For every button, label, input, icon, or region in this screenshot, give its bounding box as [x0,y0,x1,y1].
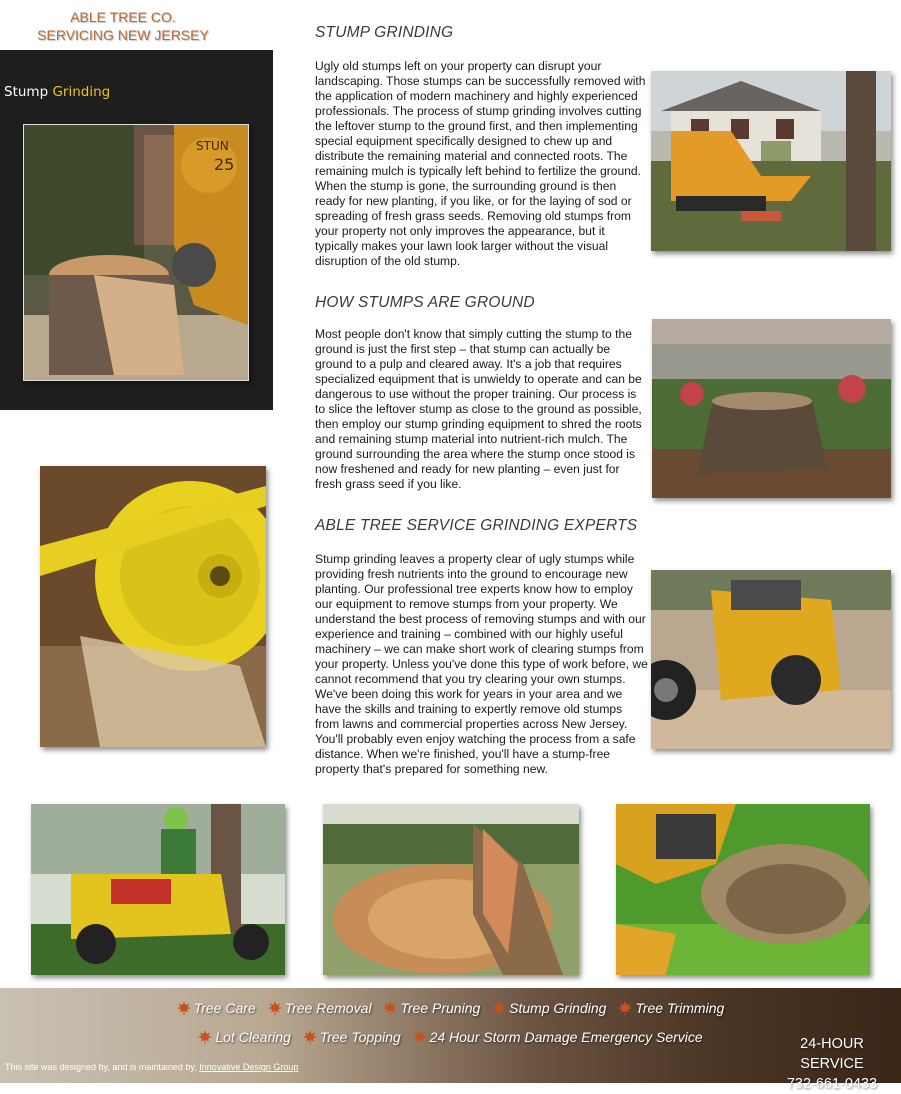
section-heading-stump-grinding: STUMP GRINDING [315,24,454,41]
footer-link-label: Stump Grinding [509,1000,607,1016]
brand-logo[interactable] [0,8,246,44]
footer-link-label: Tree Pruning [400,1000,481,1016]
maple-leaf-icon [268,1001,282,1015]
footer-link-label: Tree Topping [319,1029,401,1045]
footer-link-stump-grinding[interactable] [492,1000,606,1016]
grinder-mulch-photo [616,804,870,975]
footer-link-tree-pruning[interactable] [383,1000,480,1016]
svg-text:25: 25 [214,155,235,174]
section-text-grinding-experts: Stump grinding leaves a property clear of ugly stumps while providing fresh nutrients into the ground to encourage new planting. Our professional tree experts know how to employ our equipment to remove stumps from your property. We understand the best process of removing stumps and with our experience and training – combined with our highly useful machinery – we can make short work of clearing stumps from your property. Unless you've done this type of work before, we cannot recommend that you try clearing your own stumps. We've been doing this work for years in your area and we have the skills and training to expertly remove old stumps from lawns and commercial properties across New Jersey. You'll probably even enjoy watching the process from a safe distance. When we're finished, you'll have a stump-free property that's prepared for something new. [315,552,648,776]
footer-link-tree-care[interactable] [177,1000,256,1016]
maple-leaf-icon [383,1001,397,1015]
footer-link-label: Tree Removal [284,1000,372,1016]
footer-services-row-1 [0,1000,901,1016]
operator-grinder-photo [31,804,285,975]
old-stump-photo [652,319,891,498]
maple-leaf-icon [618,1001,632,1015]
grinder-wheel-photo [40,466,266,747]
section-text-stump-grinding: Ugly old stumps left on your property can disrupt your landscaping. Those stumps can be successfully removed with the application of modern machinery and highly experienced professionals. The process of stump grinding involves cutting the leftover stump to the ground first, and then implementing special equipment specifically designed to chew up and distribute the remaining material and connected roots. The remaining mulch is typically left behind to fertilize the ground. When the stump is gone, the surrounding ground is then ready for new planting, if you like, or for the laying of sod or spreading of fresh grass seeds. Removing old stumps from your property not only improves the appearance, but it typically makes your lawn look larger without the visual disruption of the old stump. [315,59,646,268]
skid-steer-photo [651,71,891,251]
brand-tagline: SERVICING NEW JERSEY [37,27,209,43]
footer-link-label: Tree Care [193,1000,256,1016]
sidebar-title-plain: Stump [4,84,49,100]
footer-link-lot-clearing[interactable] [198,1029,291,1045]
section-heading-how-stumps-are-ground: HOW STUMPS ARE GROUND [315,294,535,311]
credit-text: This site was designed by, and is maintained by, [5,1062,197,1072]
footer-services-row-2 [0,1029,901,1045]
maple-leaf-icon [492,1001,506,1015]
sidebar-title [4,84,110,100]
footer-link-storm-damage[interactable] [413,1029,703,1045]
footer-credit [5,1062,298,1072]
maple-leaf-icon [177,1001,191,1015]
svg-text:STUN: STUN [196,139,229,153]
brand-name: ABLE TREE CO. [70,9,176,25]
service-contact-box [767,1034,897,1094]
section-text-how-stumps-are-ground: Most people don't know that simply cutting the stump to the ground is just the first step – that stump can actually be ground to a pulp and cleared away. It's a job that requires specialized equipment that is unwieldy to operate and can be dangerous to use without the proper training. Our process is to slice the leftover stump as close to the ground as possible, then employ our stump grinding equipment to shred the roots and remaining stump material into nutrient-rich mulch. The ground surrounding the area where the stump once stood is now freshened and ready for new planting – even just for fresh grass seed if you like. [315,327,642,491]
grinder-machine-photo [651,570,891,749]
phone-number[interactable]: 732-661-0433 [786,1076,878,1092]
footer-link-tree-topping[interactable] [303,1029,401,1045]
maple-leaf-icon [413,1030,427,1044]
service-label: 24-HOUR SERVICE [800,1036,864,1072]
section-heading-grinding-experts: ABLE TREE SERVICE GRINDING EXPERTS [315,517,638,534]
maple-leaf-icon [198,1030,212,1044]
ground-stump-closeup-photo [323,804,579,975]
credit-link[interactable]: Innovative Design Group [199,1062,299,1072]
sidebar-stump-photo [23,124,249,381]
footer-link-label: Lot Clearing [215,1029,291,1045]
footer-link-label: 24 Hour Storm Damage Emergency Service [429,1029,703,1045]
footer-link-tree-removal[interactable] [268,1000,372,1016]
footer-link-label: Tree Trimming [635,1000,725,1016]
maple-leaf-icon [303,1030,317,1044]
footer-link-tree-trimming[interactable] [618,1000,724,1016]
sidebar-title-accent: Grinding [52,84,111,100]
